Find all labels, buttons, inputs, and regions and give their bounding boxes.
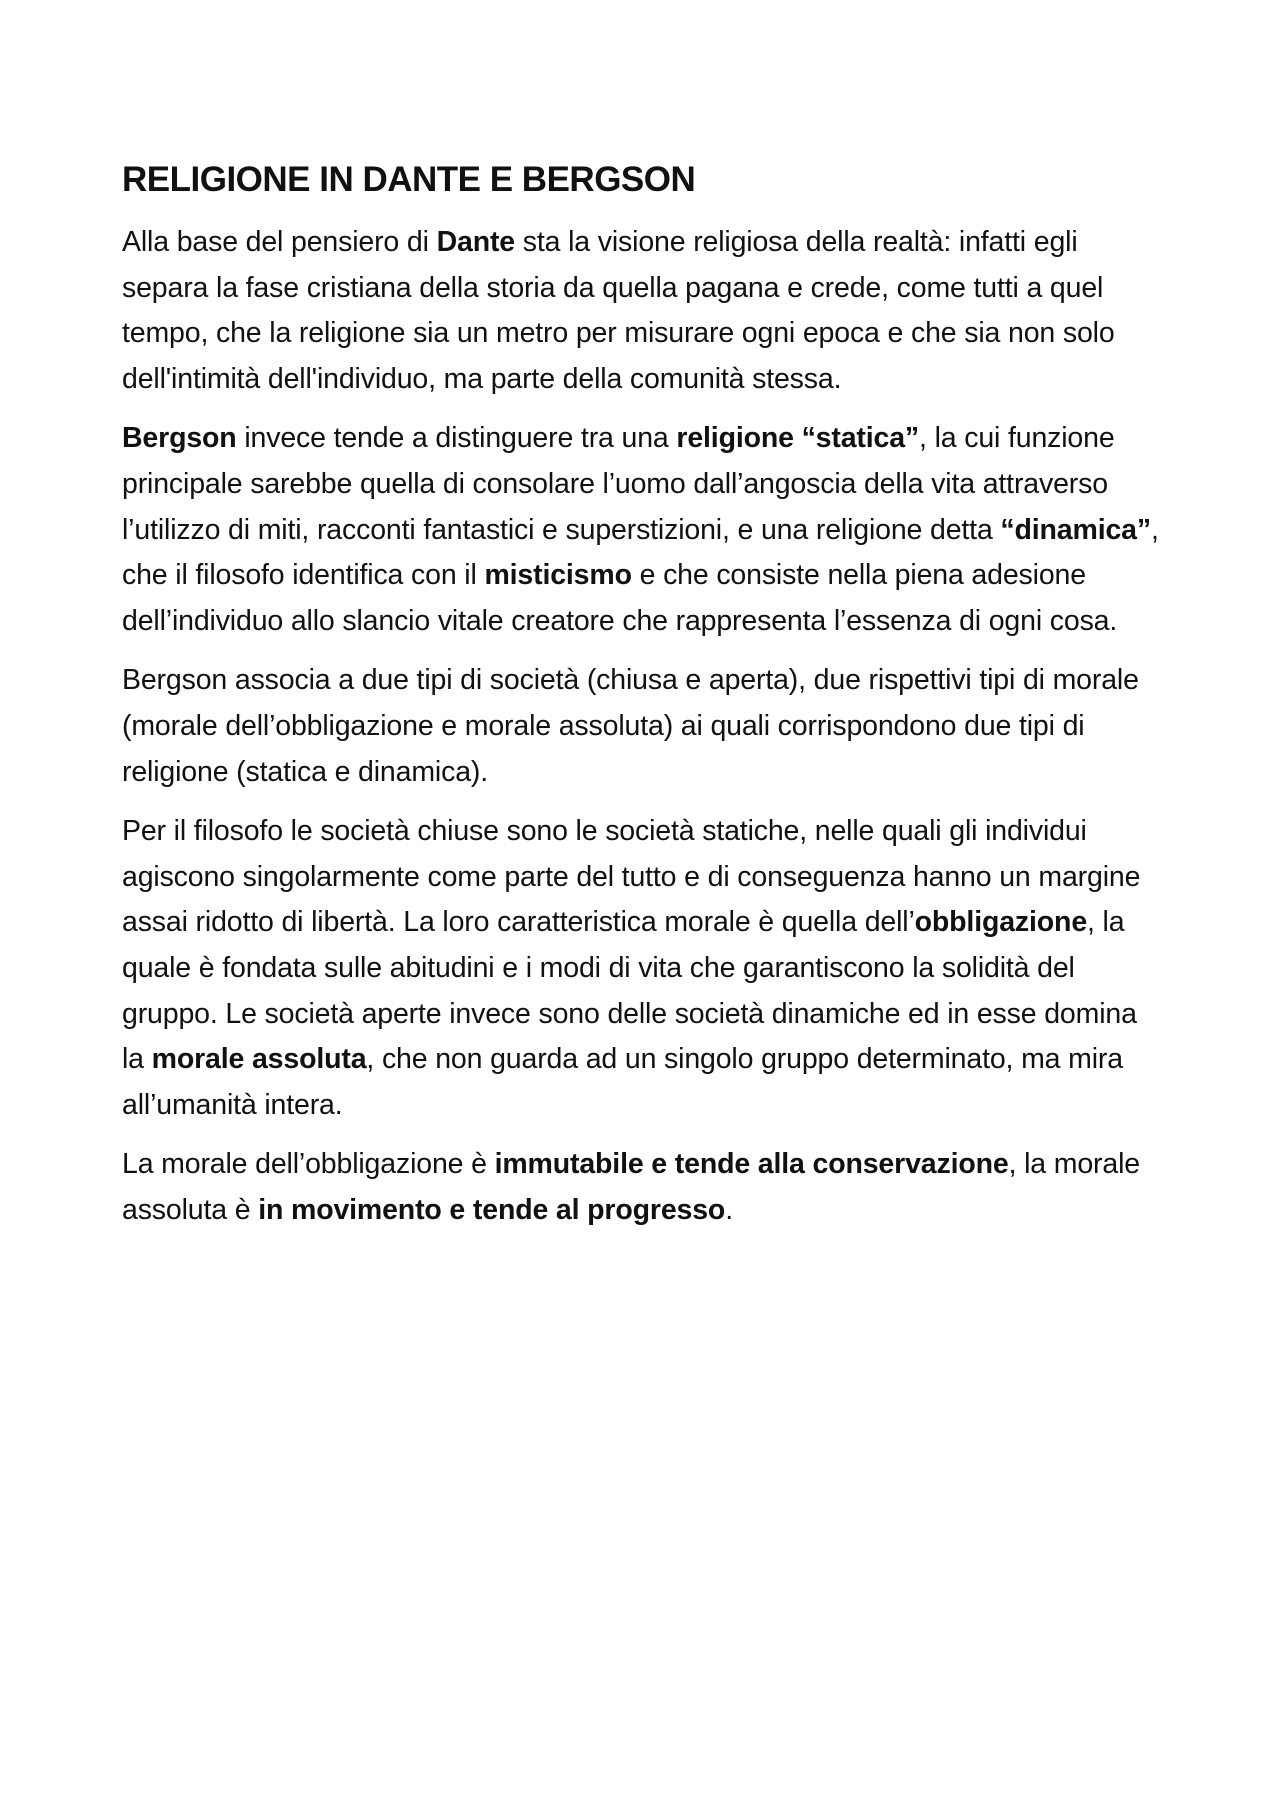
bold-text: religione “statica” — [676, 422, 920, 455]
bold-text: Bergson — [122, 422, 237, 455]
document-title: RELIGIONE IN DANTE E BERGSON — [122, 160, 696, 199]
paragraph-3 — [122, 658, 1160, 795]
text-run: , la morale assoluta è — [122, 1148, 1140, 1226]
text-run: sta la visione religiosa della realtà: infatti egli separa la fase cristiana della storia da quella pagana e crede, come tutti a quel tempo, che la religione sia un metro per misurare ogni epoca e che sia non solo dell'intimità dell'individuo, ma parte della comunità stessa. — [122, 226, 1115, 395]
text-run: , che non guarda ad un singolo gruppo determinato, ma mira all’umanità intera. — [122, 1043, 1123, 1121]
bold-text: “dinamica” — [1000, 513, 1151, 546]
text-run: , la cui funzione principale sarebbe quella di consolare l’uomo dall’angoscia della vita attraverso l’utilizzo di miti, racconti fantastici e superstizioni, e una religione detta — [122, 422, 1115, 546]
text-run: , che il filosofo identifica con il — [122, 513, 1159, 592]
text-run: Bergson associa a due tipi di società (chiusa e aperta), due rispettivi tipi di morale (morale dell’obbligazione e morale assoluta) ai quali corrispondono due tipi di religione (statica e dinamica). — [122, 664, 1139, 788]
paragraph-4 — [122, 809, 1160, 1128]
bold-text: morale assoluta — [151, 1043, 367, 1076]
document-body — [122, 220, 1160, 1233]
text-run: Alla base del pensiero di — [122, 226, 437, 258]
bold-text: misticismo — [484, 559, 632, 592]
bold-text: in movimento e tende al progresso — [258, 1193, 726, 1226]
text-run: e che consiste nella piena adesione dell’individuo allo slancio vitale creatore che rappresenta l’essenza di ogni cosa. — [122, 559, 1118, 637]
paragraph-1 — [122, 220, 1160, 402]
paragraph-2 — [122, 416, 1160, 644]
text-run: La morale dell’obbligazione è — [122, 1148, 495, 1181]
text-run: , la quale è fondata sulle abitudini e i modi di vita che garantiscono la solidità del gruppo. Le società aperte invece sono delle società dinamiche ed in esse domina la — [122, 906, 1137, 1076]
text-run: invece tende a distinguere tra una — [236, 422, 677, 455]
text-run: . — [725, 1193, 733, 1226]
bold-text: Dante — [436, 226, 515, 258]
text-run: Per il filosofo le società chiuse sono le società statiche, nelle quali gli individui agiscono singolarmente come parte del tutto e di conseguenza hanno un margine assai ridotto di libertà. La loro caratteristica morale è quella dell’ — [122, 815, 1141, 939]
bold-text: obbligazione — [914, 906, 1088, 939]
bold-text: immutabile e tende alla conservazione — [494, 1148, 1009, 1181]
paragraph-5 — [122, 1142, 1160, 1233]
